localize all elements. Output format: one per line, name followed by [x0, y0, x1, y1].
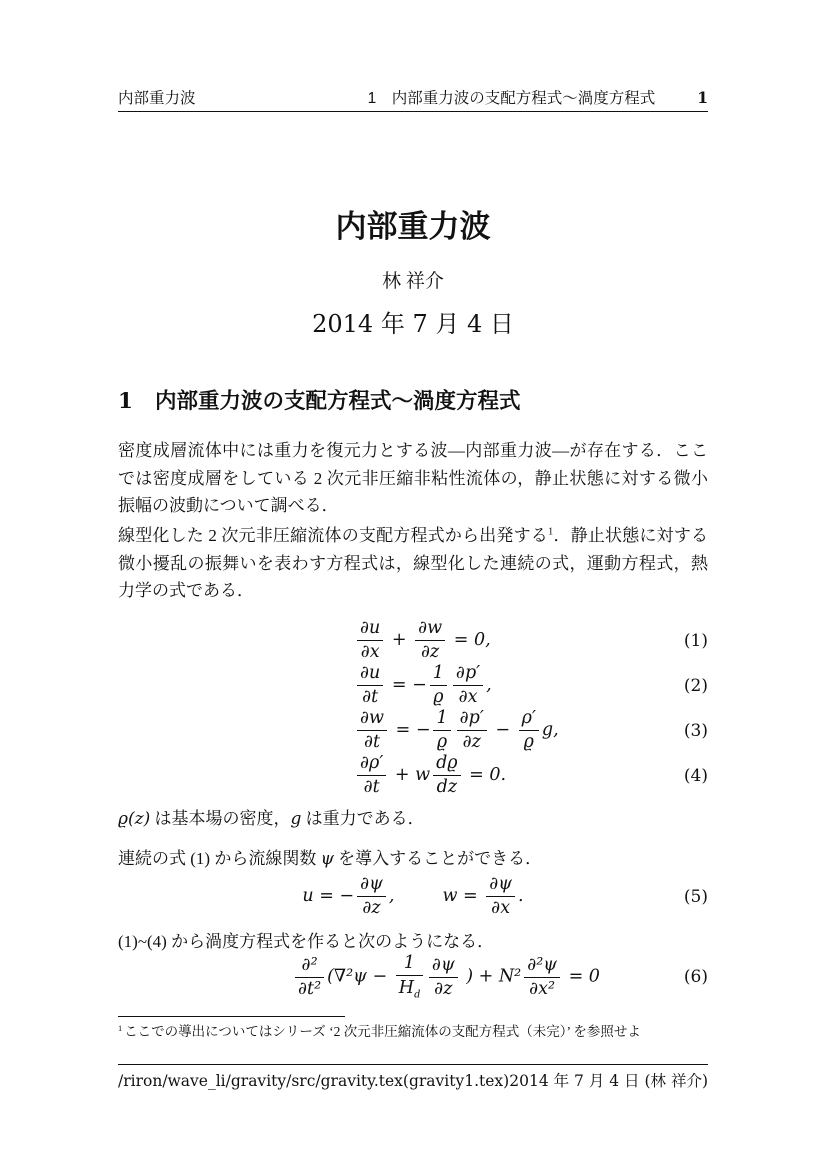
equation-number: (4): [683, 765, 708, 786]
header-doc-title: 内部重力波: [118, 90, 196, 107]
equation-number: (5): [683, 886, 708, 907]
equation-body: $\frac{\partial w}{\partial t}$ = − $\frac{1}{ϱ}$ $\frac{\partial p'}{\partial z}$ − $\frac{\rho'}{ϱ}$ g,: [354, 709, 559, 753]
footer-date-author: 2014 年 7 月 4 日 (林 祥介): [509, 1072, 708, 1090]
equation-number: (1): [683, 630, 708, 651]
equation-body: $\frac{\partial u}{\partial t}$ = − $\frac{1}{ϱ}$ $\frac{\partial p'}{\partial x}$ ,: [354, 664, 492, 708]
equation-number: (6): [683, 967, 708, 988]
footer-file-path: /riron/wave_li/gravity/src/gravity.tex(gravity1.tex): [118, 1072, 510, 1090]
equation-thermodynamics: [118, 753, 708, 798]
equation-momentum-z: [118, 708, 708, 753]
equation-body: $\frac{\text{∂²}}{\text{∂t²}}$ (∇²ψ − $\frac{1}{H_d}$ $\frac{\partial\psi}{\partial z}$ ) + N² $\frac{\text{∂²ψ}}{\text{∂x²}}$ = 0: [292, 954, 600, 1001]
page-header: [118, 86, 708, 108]
equation-body: $\frac{\partial u}{\partial x}$ + $\frac{\partial w}{\partial z}$ = 0,: [354, 619, 491, 663]
document-author: 林 祥介: [382, 271, 444, 292]
equation-continuity: [118, 618, 708, 663]
equation-vorticity: [118, 954, 708, 1001]
header-right-group: [368, 86, 708, 108]
header-section-ref: 1 内部重力波の支配方程式～渦度方程式: [367, 90, 656, 107]
header-rule: [118, 111, 708, 112]
equation-number: (2): [683, 675, 708, 696]
equation-group-streamfunction: [118, 874, 708, 919]
equation-body: u = − $\frac{\partial\psi}{\partial z}$ , w = $\frac{\partial\psi}{\partial x}$ .: [302, 873, 524, 918]
footnote-rule: [118, 1016, 345, 1017]
footnote: [118, 1022, 708, 1042]
section-title: 内部重力波の支配方程式～渦度方程式: [154, 389, 521, 413]
footnote-mark: 1: [118, 1023, 123, 1033]
section-heading: [118, 384, 708, 415]
paragraph-intro: 密度成層流体中には重力を復元力とする波—内部重力波—が存在する．ここでは密度成層をしている 2 次元非圧縮非粘性流体の，静止状態に対する微小振幅の波動について調べる．: [118, 441, 708, 515]
paragraph-vorticity-intro: (1)~(4) から渦度方程式を作ると次のようになる．: [118, 932, 495, 951]
paragraph-density-note: ϱ(z) は基本場の密度，g は重力である．: [118, 809, 425, 829]
section-number: 1: [118, 389, 133, 414]
document-date: 2014 年 7 月 4 日: [312, 310, 514, 338]
document-title: 内部重力波: [335, 209, 491, 244]
header-page-number: 1: [697, 88, 708, 107]
footnote-text: ここでの導出についてはシリーズ ‘2 次元非圧縮流体の支配方程式（未完）’ を参照せよ: [124, 1024, 641, 1039]
page-footer: [118, 1069, 708, 1091]
footer-rule: [118, 1064, 708, 1065]
paragraph-linearized: 線型化した 2 次元非圧縮流体の支配方程式から出発する$^1$．静止状態に対する微小擾乱の振舞いを表わす方程式は，線型化した連続の式，運動方程式，熱力学の式である．: [118, 526, 709, 600]
equation-momentum-x: [118, 663, 708, 708]
equation-group-governing: [118, 618, 708, 798]
equation-streamfunction: [118, 874, 708, 919]
equation-group-vorticity: [118, 954, 708, 1001]
equation-body: $\frac{\partial\rho'}{\partial t}$ + w $\frac{dϱ}{dz}$ = 0.: [354, 754, 506, 798]
paragraph-streamfunction: 連続の式 (1) から流線関数 ψ を導入することができる．: [118, 849, 543, 869]
equation-number: (3): [683, 720, 708, 741]
